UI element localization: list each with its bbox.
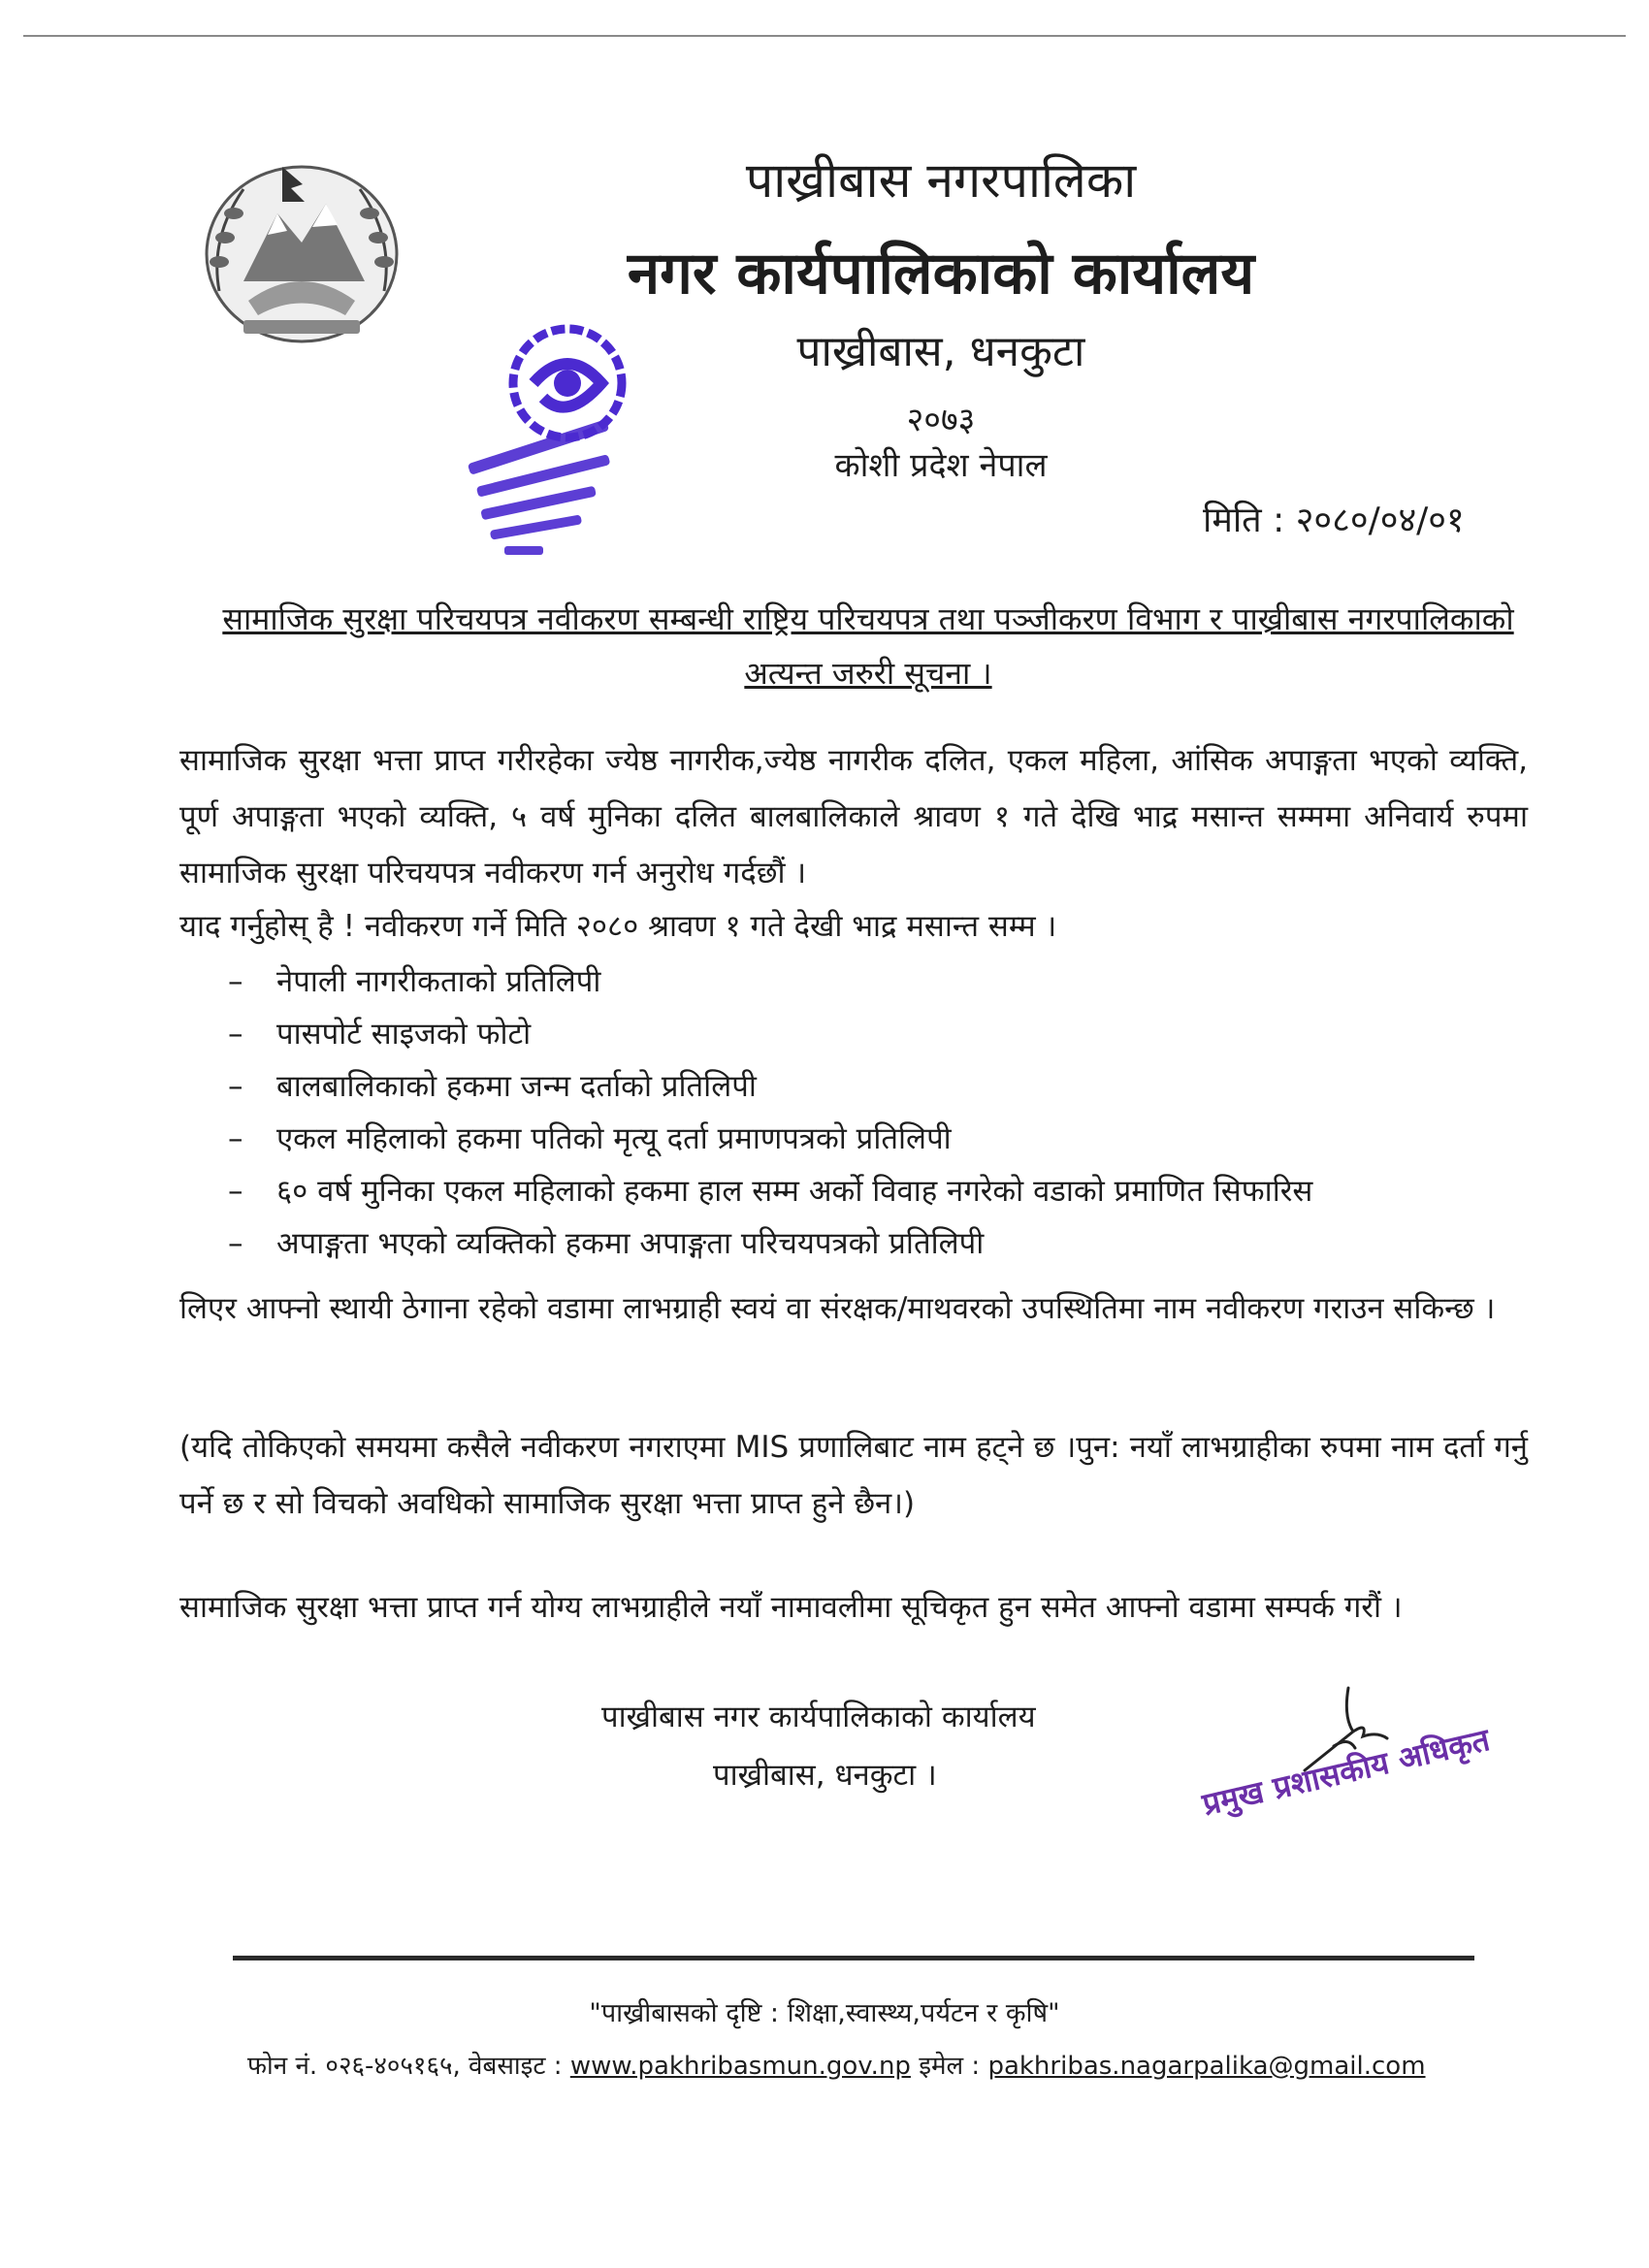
list-item (228, 1217, 1312, 1270)
email-link[interactable]: pakhribas.nagarpalika@gmail.com (987, 2052, 1426, 2081)
footer-divider (233, 1956, 1474, 1960)
deadline-reminder: याद गर्नुहोस् है ! नवीकरण गर्ने मिति २०८० श्रावण १ गते देखी भाद्र मसान्त सम्म । (179, 909, 1057, 944)
footer-motto: "पाख्रीबासको दृष्टि : शिक्षा,स्वास्थ्य,पर्यटन र कृषि" (589, 1998, 1060, 2028)
list-dash: – (228, 1226, 243, 1261)
notice-subject: सामाजिक सुरक्षा परिचयपत्र नवीकरण सम्बन्धी राष्ट्रिय परिचयपत्र तथा पञ्जीकरण विभाग र पाख्रीबास नगरपालिकाको अत्यन्त जरुरी सूचना । (222, 600, 1514, 692)
list-dash: – (228, 1069, 243, 1104)
list-item-text: अपाङ्गता भएको व्यक्तिको हकमा अपाङ्गता परिचयपत्रको प्रतिलिपी (276, 1226, 985, 1261)
office-location: पाख्रीबास, धनकुटा (796, 327, 1085, 376)
email-label: इमेल : (919, 2052, 981, 2081)
body-paragraph-intro: सामाजिक सुरक्षा भत्ता प्राप्त गरीरहेका ज्येष्ठ नागरीक,ज्येष्ठ नागरीक दलित, एकल महिला, आंसिक अपाङ्गता भएको व्यक्ति, पूर्ण अपाङ्गता भएको व्यक्ति, ५ वर्ष मुनिका दलित बालबालिकाले श्रावण १ गते देखि भाद्र मसान्त सम्ममा अनिवार्य रुपमा सामाजिक सुरक्षा परिचयपत्र नवीकरण गर्न अनुरोध गर्दछौं । (179, 743, 1528, 891)
footer-contact (247, 2047, 1426, 2082)
body-paragraph-warning: (यदि तोकिएको समयमा कसैले नवीकरण नगराएमा MIS प्रणालिबाट नाम हट्ने छ ।पुन: नयाँ लाभग्राहीका रुपमा नाम दर्ता गर्नु पर्ने छ र सो विचको अवधिको सामाजिक सुरक्षा भत्ता प्राप्त हुने छैन।) (179, 1430, 1528, 1521)
office-title: नगर कार्यपालिकाको कार्यालय (627, 240, 1255, 308)
notice-date: मिति : २०८०/०४/०१ (1203, 501, 1465, 540)
list-dash: – (228, 1121, 243, 1156)
list-dash: – (228, 964, 243, 999)
required-documents-list (228, 956, 1312, 1270)
website-link[interactable]: www.pakhribasmun.gov.np (569, 2052, 911, 2081)
list-item-text: एकल महिलाको हकमा पतिको मृत्यू दर्ता प्रमाणपत्रको प्रतिलिपी (276, 1121, 952, 1156)
list-item-text: पासपोर्ट साइजको फोटो (276, 1017, 532, 1052)
municipality-name: पाख्रीबास नगरपालिका (745, 152, 1137, 209)
list-item (228, 1060, 1312, 1113)
list-dash: – (228, 1017, 243, 1052)
signatory-title: प्रमुख प्रशासकीय अधिकृत (1199, 1721, 1494, 1824)
body-paragraph-renewal: लिएर आफ्नो स्थायी ठेगाना रहेको वडामा लाभग्राही स्वयं वा संरक्षक/माथवरको उपस्थितिमा नाम नवीकरण गराउन सकिन्छ । (179, 1291, 1496, 1326)
list-item (228, 956, 1312, 1008)
established-year: २०७३ (906, 401, 976, 439)
footer-phone: फोन नं. ०२६-४०५१६५, वेबसाइट : (247, 2052, 563, 2081)
list-item-text: ६० वर्ष मुनिका एकल महिलाको हकमा हाल सम्म अर्को विवाह नगरेको वडाको प्रमाणित सिफारिस (276, 1174, 1313, 1209)
list-item-text: बालबालिकाको हकमा जन्म दर्ताको प्रतिलिपी (276, 1069, 757, 1104)
province: कोशी प्रदेश नेपाल (834, 446, 1048, 485)
list-item (228, 1008, 1312, 1060)
list-dash: – (228, 1174, 243, 1209)
list-item-text: नेपाली नागरीकताको प्रतिलिपी (276, 964, 601, 999)
list-item (228, 1113, 1312, 1165)
scan-edge-line (23, 35, 1626, 37)
list-item (228, 1165, 1312, 1217)
signoff-office: पाख्रीबास नगर कार्यपालिकाको कार्यालय (601, 1700, 1036, 1734)
signoff-place: पाख्रीबास, धनकुटा । (713, 1758, 937, 1793)
body-paragraph-contact: सामाजिक सुरक्षा भत्ता प्राप्त गर्न योग्य लाभग्राहीले नयाँ नामावलीमा सूचिकृत हुन समेत आफ्नो वडामा सम्पर्क गरौं । (179, 1590, 1403, 1625)
